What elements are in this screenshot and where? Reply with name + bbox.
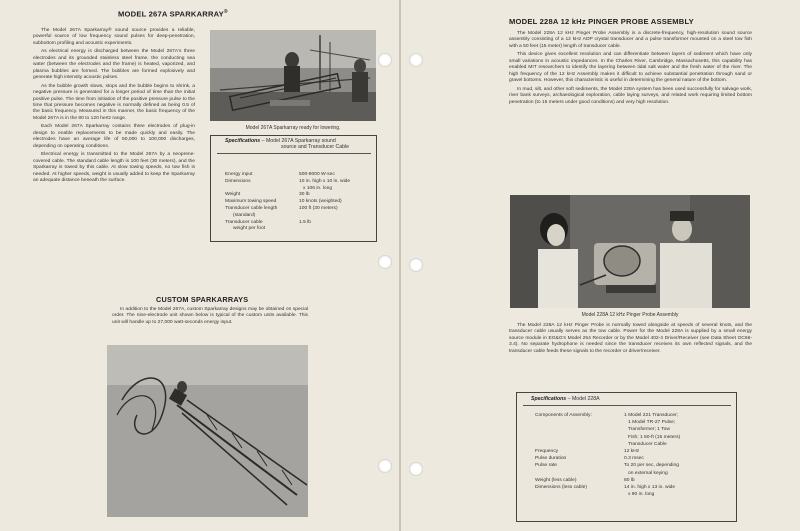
binder-hole: [378, 53, 392, 67]
page-title-228a: MODEL 228A 12 kHz PINGER PROBE ASSEMBLY: [509, 17, 694, 26]
custom-sparkarrays-text: [112, 307, 308, 328]
custom-sparkarrays-title: CUSTOM SPARKARRAYS: [156, 295, 249, 304]
right-page: [401, 0, 800, 531]
binder-hole: [378, 255, 392, 269]
deck-scene-image: [210, 30, 376, 121]
spec-header: Specifications – Model 267A Sparkarray sound source and Transducer Cable: [225, 138, 350, 151]
paragraph: Electrical energy is transmitted to the Model 267A by a neoprene-covered cable. The standard cable length is 100 feet (30 meters), and the Sparkarray is towed by this cable. At slow towing speeds, no tow fish is needed. At higher speeds, weight is usually added to keep the Sparkarray an adequate distance beneath the surface.: [33, 152, 195, 183]
custom-sparkarray-photo: [107, 345, 308, 517]
pinger-probe-operation-text: [509, 323, 752, 357]
paragraph: The Model 228A 12 kHz Pinger Probe Assembly is a discrete-frequency, high-resolution sound source assembly consisting of a 12 kHz ADP crystal transducer and a pulse transformer mounted on a steel tow fish with a 50 feet (15 meter) length of transducer cable.: [509, 31, 752, 49]
paragraph: In addition to the Model 267A, custom Sparkarray designs may be obtained on special order. The nine-electrode unit shown below is typical of the custom units available. This unit will handle up to 27,000 watt-seconds energy input.: [112, 307, 308, 325]
specifications-box-228a: Specifications – Model 228A Components of Assembly: 1 Model 221 Transducer; 1 Model TR-27 Pulse; Transformer; 1 Tow Fish; 1 50-ft (15 meters) Transducer Cable Frequency 12 kHz Pulse duration 0.3 msec Pulse rate To 20 per sec, depending on external keying Weight (less cable) 80 lb Dimensions (less cable) 14 in. high x 13 in. wide x 90 in. long: [516, 392, 737, 522]
sparkarray-deck-photo: [210, 30, 376, 121]
spec-header: Specifications – Model 228A: [531, 396, 600, 402]
pinger-probe-description: [509, 31, 752, 108]
paragraph: The Model 267A Sparkarray® sound source provides a reliable, powerful source of low frequency sound pulses for deep-penetration, subbottom profiling and acoustic experiments.: [33, 28, 195, 46]
sparkarray-description: [33, 28, 195, 186]
binder-hole: [409, 462, 423, 476]
paragraph: This device gives excellent resolution and can differentiate between layers of sediment which have only small variations in acoustic impedances. In the Charles River, Cambridge, Massachusetts, this capability has enabled MIT researchers to identify the layering between tidal salt water and the fresh water of the river. The high frequency of the 12 kHz Assembly makes it difficult to achieve substantial penetration through sand or gravel bottoms. However, this characteristic is useful in determining the general nature of the bottom.: [509, 52, 752, 84]
paragraph: As electrical energy is discharged between the Model 267A's three electrodes and its grounded stainless steel frame, the conducting sea water (between the electrodes and the frame) is heated, vaporized, and plasma bubbles are formed. The bubbles are formed explosively and generate high intensity acoustic pulses.: [33, 49, 195, 81]
paragraph: In mud, silt, and other soft sediments, the Model 228A system has been used successfully for salvage work, river bank surveys, archaeological exploration, cable laying surveys, and related work requiring limited bottom penetration (to 15 meters under good conditions) and very high resolution.: [509, 86, 752, 105]
spec-divider: [217, 153, 371, 154]
paragraph: Each Model 267A Sparkarray contains three electrodes of plug-in design to enable replacements to be made quickly and easily. The electrodes have an average life of 50,000 to 100,000 discharges, depending on operating conditions.: [33, 124, 195, 149]
page-title-267a: MODEL 267A SPARKARRAY®: [118, 9, 228, 19]
spec-divider: [523, 405, 731, 406]
binder-hole: [378, 459, 392, 473]
photo-caption-228a: Model 228A 12 kHz Pinger Probe Assembly: [581, 312, 679, 318]
researchers-image: [510, 195, 750, 308]
photo-caption-267a: Model 267A Sparkarray ready for lowering.: [245, 125, 341, 131]
specifications-box-267a: Specifications – Model 267A Sparkarray sound source and Transducer Cable Energy input 500-8000 W-sec Dimensions 10 in. high x 10 in. wide x 106 in. long Weight 30 lb Maximum towing speed 10 knots (weighted) Transducer cable length 100 ft (30 meters) (standard) Transducer cable 1.5 lb weight per foot: [210, 135, 377, 242]
paragraph: As the bubble growth slows, stops and the bubble begins to shrink, a negative pressure is generated for a longer period of time than the initial positive pulse. The time from initiation of the positive pressure pulse to the time that pressure becomes negative is normally defined as being 0.5 of the basic frequency. Measured in this manner, the basic frequency of the Model 267A is in the 80 to 120 hertz range.: [33, 83, 195, 121]
binder-hole: [409, 258, 423, 272]
binder-hole: [409, 53, 423, 67]
custom-unit-image: [107, 345, 308, 517]
left-page: [0, 0, 399, 531]
pinger-probe-photo: [510, 195, 750, 308]
paragraph: The Model 228A 12 kHz Pinger Probe is normally towed alongside at speeds of several knots, and the transducer cable usually serves as the tow cable. Power for the Model 228A is supplied by a small energy source module in EG&G's Model 254 Recorder or by the Model 402-4 Driver/Receiver (see Data Sheet OC66-3.4). No separate hydrophone is needed since the transducer receives its own reflected signals, and the transducer cable feeds these signals to the recorder or driver/receiver.: [509, 323, 752, 354]
